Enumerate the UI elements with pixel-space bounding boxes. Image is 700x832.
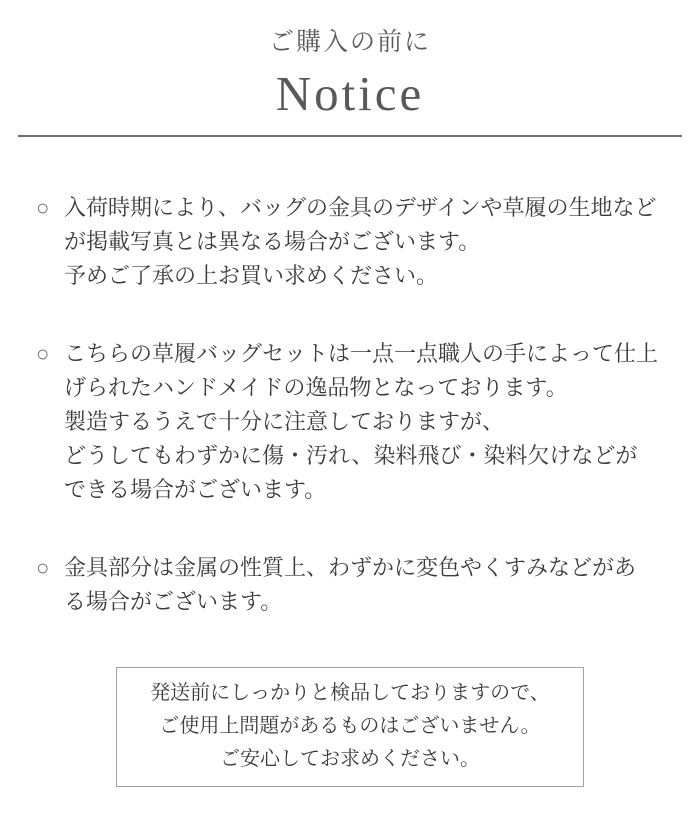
notice-line: 予めご了承の上お買い求めください。 bbox=[64, 263, 439, 288]
notice-text bbox=[64, 551, 680, 619]
notice-list bbox=[36, 191, 680, 619]
assurance-line: ご安心してお求めください。 bbox=[220, 748, 480, 770]
notice-item bbox=[36, 551, 680, 619]
notice-line: できる場合がございます。 bbox=[64, 477, 327, 502]
notice-line: が掲載写真とは異なる場合がございます。 bbox=[64, 229, 481, 254]
header-divider bbox=[18, 135, 682, 137]
page-subtitle: ご購入の前に bbox=[268, 29, 431, 56]
page-title: Notice bbox=[275, 66, 425, 121]
notice-line: る場合がございます。 bbox=[64, 589, 283, 614]
notice-line: 製造するうえで十分に注意しておりますが、 bbox=[64, 409, 505, 434]
assurance-line: ご使用上問題があるものはございません。 bbox=[159, 715, 541, 737]
notice-item bbox=[36, 337, 680, 507]
circle-bullet: ○ bbox=[36, 341, 50, 366]
notice-line: 金具部分は金属の性質上、わずかに変色やくすみなどがあ bbox=[64, 555, 637, 580]
notice-text bbox=[64, 337, 680, 507]
assurance-line: 発送前にしっかりと検品しておりますので、 bbox=[150, 682, 550, 704]
assurance-box bbox=[116, 667, 584, 787]
notice-text bbox=[64, 191, 680, 293]
header bbox=[0, 27, 700, 122]
circle-bullet: ○ bbox=[36, 555, 50, 580]
notice-item bbox=[36, 191, 680, 293]
notice-line: こちらの草履バッグセットは一点一点職人の手によって仕上 bbox=[64, 341, 659, 366]
notice-line: どうしてもわずかに傷・汚れ、染料飛び・染料欠けなどが bbox=[64, 443, 638, 468]
notice-line: げられたハンドメイドの逸品物となっております。 bbox=[64, 375, 568, 400]
notice-line: 入荷時期により、バッグの金具のデザインや草履の生地など bbox=[64, 195, 657, 220]
circle-bullet: ○ bbox=[36, 195, 50, 220]
